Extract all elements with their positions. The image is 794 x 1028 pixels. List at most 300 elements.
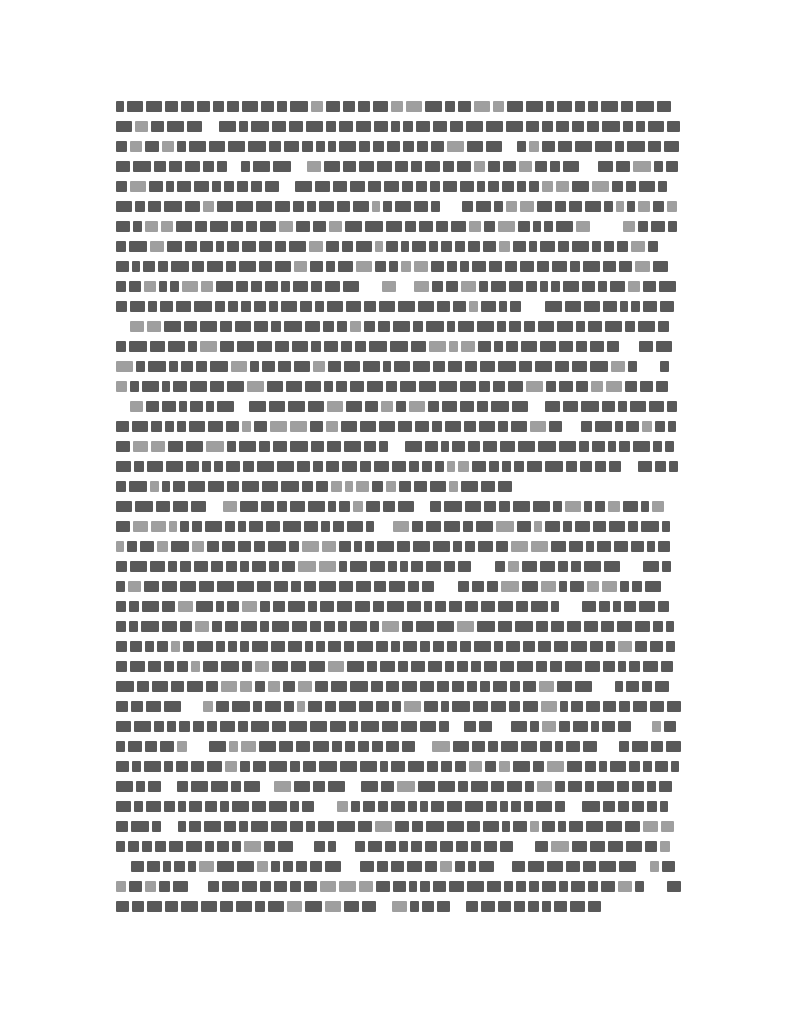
glyph-mark: [166, 461, 183, 472]
glyph-mark: [378, 321, 390, 332]
glyph-mark: [344, 361, 360, 372]
glyph-mark: [209, 741, 226, 752]
glyph-mark: [259, 261, 272, 272]
glyph-mark: [398, 501, 414, 512]
glyph-mark: [274, 581, 288, 592]
glyph-mark: [320, 601, 334, 612]
glyph-mark: [165, 421, 174, 432]
glyph-mark: [540, 341, 556, 352]
glyph-mark: [288, 401, 305, 412]
glyph-mark: [242, 101, 258, 112]
glyph-mark: [425, 161, 440, 172]
glyph-mark: [512, 861, 525, 872]
glyph-mark: [622, 341, 636, 352]
glyph-mark: [289, 241, 306, 252]
glyph-mark: [269, 301, 278, 312]
glyph-mark: [372, 201, 380, 212]
glyph-mark: [636, 121, 645, 132]
glyph-mark: [356, 481, 369, 492]
glyph-mark: [420, 721, 436, 732]
glyph-mark: [535, 841, 548, 852]
glyph-mark: [320, 881, 336, 892]
glyph-mark: [601, 101, 618, 112]
glyph-mark: [611, 361, 625, 372]
text-line: [116, 276, 682, 296]
glyph-mark: [242, 601, 257, 612]
glyph-mark: [668, 221, 677, 232]
glyph-mark: [131, 701, 143, 712]
glyph-mark: [380, 661, 395, 672]
glyph-mark: [481, 481, 495, 492]
glyph-mark: [393, 321, 410, 332]
glyph-mark: [481, 901, 495, 912]
glyph-mark: [226, 261, 236, 272]
glyph-mark: [375, 241, 383, 252]
glyph-mark: [184, 321, 197, 332]
glyph-mark: [116, 881, 126, 892]
glyph-mark: [554, 641, 568, 652]
glyph-mark: [477, 621, 495, 632]
glyph-mark: [289, 721, 307, 732]
glyph-mark: [493, 681, 507, 692]
text-line: [116, 396, 682, 416]
glyph-mark: [339, 541, 351, 552]
glyph-mark: [231, 781, 241, 792]
glyph-mark: [284, 701, 294, 712]
glyph-mark: [145, 881, 156, 892]
glyph-mark: [517, 521, 531, 532]
glyph-mark: [480, 361, 495, 372]
glyph-mark: [306, 821, 315, 832]
glyph-mark: [446, 281, 458, 292]
glyph-mark: [386, 241, 398, 252]
glyph-mark: [356, 581, 371, 592]
glyph-mark: [468, 861, 476, 872]
glyph-mark: [272, 721, 286, 732]
glyph-mark: [207, 721, 217, 732]
glyph-mark: [150, 561, 165, 572]
glyph-mark: [592, 441, 605, 452]
glyph-mark: [212, 181, 221, 192]
glyph-mark: [635, 641, 647, 652]
glyph-mark: [389, 261, 398, 272]
glyph-mark: [322, 541, 336, 552]
glyph-mark: [500, 441, 515, 452]
glyph-mark: [344, 901, 359, 912]
glyph-mark: [130, 561, 147, 572]
glyph-mark: [403, 641, 417, 652]
glyph-mark: [512, 401, 528, 412]
glyph-mark: [251, 281, 262, 292]
glyph-mark: [398, 301, 415, 312]
glyph-mark: [657, 101, 671, 112]
glyph-mark: [185, 241, 197, 252]
glyph-mark: [584, 301, 600, 312]
glyph-mark: [597, 541, 611, 552]
glyph-mark: [655, 761, 668, 772]
glyph-mark: [540, 561, 555, 572]
glyph-mark: [326, 461, 339, 472]
glyph-mark: [386, 221, 402, 232]
glyph-mark: [461, 481, 478, 492]
glyph-mark: [116, 641, 127, 652]
glyph-mark: [366, 501, 380, 512]
glyph-mark: [132, 901, 144, 912]
glyph-mark: [254, 301, 266, 312]
glyph-mark: [302, 481, 313, 492]
glyph-mark: [225, 621, 238, 632]
glyph-mark: [129, 341, 147, 352]
glyph-mark: [395, 821, 409, 832]
glyph-mark: [450, 121, 463, 132]
glyph-mark: [447, 141, 464, 152]
glyph-mark: [417, 141, 428, 152]
glyph-mark: [576, 341, 587, 352]
glyph-mark: [633, 701, 647, 712]
glyph-mark: [397, 781, 415, 792]
glyph-mark: [497, 321, 506, 332]
glyph-mark: [559, 441, 576, 452]
glyph-mark: [496, 541, 508, 552]
glyph-mark: [144, 281, 156, 292]
text-line: [116, 776, 682, 796]
glyph-mark: [346, 401, 362, 412]
glyph-mark: [542, 901, 551, 912]
glyph-mark: [254, 321, 268, 332]
glyph-mark: [483, 441, 497, 452]
glyph-mark: [128, 581, 141, 592]
glyph-mark: [404, 701, 421, 712]
glyph-mark: [210, 221, 228, 232]
glyph-mark: [227, 601, 239, 612]
glyph-mark: [430, 501, 441, 512]
glyph-mark: [654, 161, 663, 172]
glyph-mark: [624, 601, 636, 612]
glyph-mark: [386, 681, 399, 692]
glyph-mark: [178, 821, 186, 832]
glyph-mark: [350, 561, 367, 572]
glyph-mark: [449, 341, 458, 352]
glyph-mark: [403, 141, 414, 152]
glyph-mark: [542, 181, 553, 192]
glyph-mark: [238, 721, 248, 732]
glyph-mark: [232, 701, 250, 712]
glyph-mark: [477, 321, 494, 332]
glyph-mark: [609, 461, 621, 472]
glyph-mark: [620, 301, 628, 312]
glyph-mark: [457, 161, 471, 172]
glyph-mark: [242, 661, 252, 672]
glyph-mark: [358, 741, 369, 752]
glyph-mark: [150, 481, 159, 492]
glyph-mark: [633, 441, 650, 452]
glyph-mark: [401, 241, 409, 252]
text-line: [116, 756, 682, 776]
glyph-mark: [164, 801, 175, 812]
glyph-mark: [619, 261, 632, 272]
glyph-mark: [518, 221, 530, 232]
glyph-mark: [279, 221, 293, 232]
glyph-mark: [471, 841, 481, 852]
glyph-mark: [575, 141, 592, 152]
glyph-mark: [491, 281, 506, 292]
glyph-mark: [616, 161, 630, 172]
glyph-mark: [147, 461, 163, 472]
glyph-mark: [345, 741, 355, 752]
glyph-mark: [177, 781, 188, 792]
glyph-mark: [441, 701, 449, 712]
glyph-mark: [394, 361, 410, 372]
glyph-mark: [221, 661, 239, 672]
glyph-mark: [135, 121, 148, 132]
glyph-mark: [487, 581, 498, 592]
glyph-mark: [392, 701, 401, 712]
glyph-mark: [647, 881, 664, 892]
text-line: [116, 596, 682, 616]
glyph-mark: [350, 681, 368, 692]
glyph-mark: [162, 481, 170, 492]
glyph-mark: [264, 841, 275, 852]
glyph-mark: [381, 781, 394, 792]
glyph-mark: [426, 821, 444, 832]
glyph-mark: [188, 481, 205, 492]
glyph-mark: [624, 461, 635, 472]
glyph-mark: [206, 681, 218, 692]
text-line: [116, 216, 682, 236]
glyph-mark: [466, 121, 483, 132]
glyph-mark: [511, 721, 527, 732]
glyph-mark: [240, 501, 258, 512]
glyph-mark: [618, 401, 627, 412]
glyph-mark: [313, 461, 323, 472]
glyph-mark: [563, 401, 578, 412]
glyph-mark: [116, 481, 126, 492]
glyph-mark: [296, 841, 311, 852]
glyph-mark: [533, 761, 544, 772]
glyph-mark: [168, 441, 183, 452]
glyph-mark: [471, 661, 481, 672]
glyph-mark: [257, 461, 274, 472]
glyph-mark: [244, 781, 260, 792]
glyph-mark: [545, 401, 560, 412]
glyph-mark: [441, 441, 449, 452]
glyph-mark: [500, 661, 514, 672]
glyph-mark: [281, 301, 297, 312]
glyph-mark: [154, 161, 166, 172]
glyph-mark: [498, 481, 512, 492]
text-line: [116, 256, 682, 276]
glyph-mark: [309, 661, 325, 672]
glyph-mark: [418, 741, 429, 752]
glyph-mark: [310, 721, 327, 732]
glyph-mark: [558, 561, 568, 572]
glyph-mark: [453, 301, 466, 312]
glyph-mark: [547, 761, 564, 772]
glyph-mark: [217, 161, 227, 172]
glyph-mark: [518, 441, 535, 452]
glyph-mark: [227, 241, 239, 252]
text-line: [116, 456, 682, 476]
glyph-mark: [506, 201, 517, 212]
glyph-mark: [116, 361, 133, 372]
glyph-mark: [425, 861, 437, 872]
glyph-mark: [177, 421, 186, 432]
glyph-mark: [339, 841, 352, 852]
glyph-mark: [185, 201, 200, 212]
glyph-mark: [275, 341, 289, 352]
glyph-mark: [164, 661, 174, 672]
glyph-mark: [326, 121, 336, 132]
glyph-mark: [553, 501, 562, 512]
glyph-mark: [180, 621, 192, 632]
glyph-mark: [162, 381, 170, 392]
glyph-mark: [570, 261, 580, 272]
glyph-mark: [410, 901, 419, 912]
glyph-mark: [141, 621, 159, 632]
glyph-mark: [385, 841, 396, 852]
glyph-mark: [133, 441, 148, 452]
glyph-mark: [489, 461, 499, 472]
glyph-mark: [422, 461, 432, 472]
glyph-mark: [156, 501, 170, 512]
glyph-mark: [426, 521, 441, 532]
glyph-mark: [603, 801, 615, 812]
glyph-mark: [325, 701, 336, 712]
glyph-mark: [584, 501, 592, 512]
glyph-mark: [203, 161, 214, 172]
glyph-mark: [176, 301, 191, 312]
glyph-mark: [568, 781, 582, 792]
glyph-mark: [347, 521, 363, 532]
glyph-mark: [519, 361, 532, 372]
glyph-mark: [319, 761, 337, 772]
glyph-mark: [551, 541, 566, 552]
glyph-mark: [559, 341, 573, 352]
text-line: [116, 836, 682, 856]
glyph-mark: [177, 741, 187, 752]
glyph-mark: [628, 361, 637, 372]
glyph-mark: [526, 101, 543, 112]
glyph-mark: [391, 801, 405, 812]
glyph-mark: [409, 461, 419, 472]
glyph-mark: [152, 821, 161, 832]
glyph-mark: [433, 881, 446, 892]
glyph-mark: [273, 441, 287, 452]
glyph-mark: [618, 661, 626, 672]
glyph-mark: [236, 201, 253, 212]
glyph-mark: [506, 341, 518, 352]
glyph-mark: [191, 761, 204, 772]
glyph-mark: [350, 321, 361, 332]
glyph-mark: [162, 601, 175, 612]
glyph-mark: [372, 481, 383, 492]
glyph-mark: [487, 881, 501, 892]
glyph-mark: [476, 201, 491, 212]
glyph-mark: [509, 321, 521, 332]
glyph-mark: [307, 201, 316, 212]
glyph-mark: [655, 681, 669, 692]
glyph-mark: [638, 461, 652, 472]
glyph-mark: [535, 361, 552, 372]
glyph-mark: [591, 721, 599, 732]
glyph-mark: [559, 381, 573, 392]
glyph-mark: [503, 161, 516, 172]
glyph-mark: [313, 221, 326, 232]
glyph-mark: [530, 821, 539, 832]
glyph-mark: [540, 741, 552, 752]
glyph-mark: [193, 721, 204, 732]
glyph-mark: [201, 901, 217, 912]
glyph-mark: [349, 721, 358, 732]
glyph-mark: [351, 801, 360, 812]
glyph-mark: [464, 421, 476, 432]
glyph-mark: [370, 561, 385, 572]
glyph-mark: [167, 721, 176, 732]
glyph-mark: [310, 621, 321, 632]
glyph-mark: [441, 241, 452, 252]
glyph-mark: [256, 201, 272, 212]
glyph-mark: [292, 621, 307, 632]
glyph-mark: [269, 141, 281, 152]
glyph-mark: [235, 321, 251, 332]
glyph-mark: [432, 281, 443, 292]
glyph-mark: [160, 741, 174, 752]
glyph-mark: [173, 481, 185, 492]
glyph-mark: [284, 321, 302, 332]
glyph-mark: [626, 681, 639, 692]
glyph-mark: [500, 801, 508, 812]
glyph-mark: [668, 421, 676, 432]
glyph-mark: [442, 401, 457, 412]
glyph-mark: [222, 881, 239, 892]
glyph-mark: [290, 761, 300, 772]
glyph-mark: [195, 221, 207, 232]
glyph-mark: [350, 181, 365, 192]
glyph-mark: [565, 421, 578, 432]
glyph-mark: [116, 201, 132, 212]
glyph-mark: [662, 561, 671, 572]
glyph-mark: [567, 621, 581, 632]
glyph-mark: [606, 821, 622, 832]
glyph-mark: [116, 261, 129, 272]
glyph-mark: [164, 201, 182, 212]
glyph-mark: [547, 861, 563, 872]
glyph-mark: [263, 781, 271, 792]
glyph-mark: [176, 761, 188, 772]
glyph-mark: [669, 461, 678, 472]
glyph-mark: [223, 501, 237, 512]
glyph-mark: [333, 521, 344, 532]
glyph-mark: [395, 161, 408, 172]
glyph-mark: [380, 761, 388, 772]
glyph-mark: [181, 901, 198, 912]
glyph-mark: [411, 161, 422, 172]
glyph-mark: [265, 181, 279, 192]
glyph-mark: [425, 101, 442, 112]
glyph-mark: [416, 121, 430, 132]
glyph-mark: [625, 321, 635, 332]
glyph-mark: [628, 281, 640, 292]
glyph-mark: [286, 381, 302, 392]
glyph-mark: [431, 801, 444, 812]
glyph-mark: [415, 421, 429, 432]
glyph-mark: [392, 901, 407, 912]
glyph-mark: [240, 681, 252, 692]
glyph-mark: [513, 241, 526, 252]
glyph-mark: [498, 901, 511, 912]
glyph-mark: [619, 701, 630, 712]
glyph-mark: [375, 261, 386, 272]
